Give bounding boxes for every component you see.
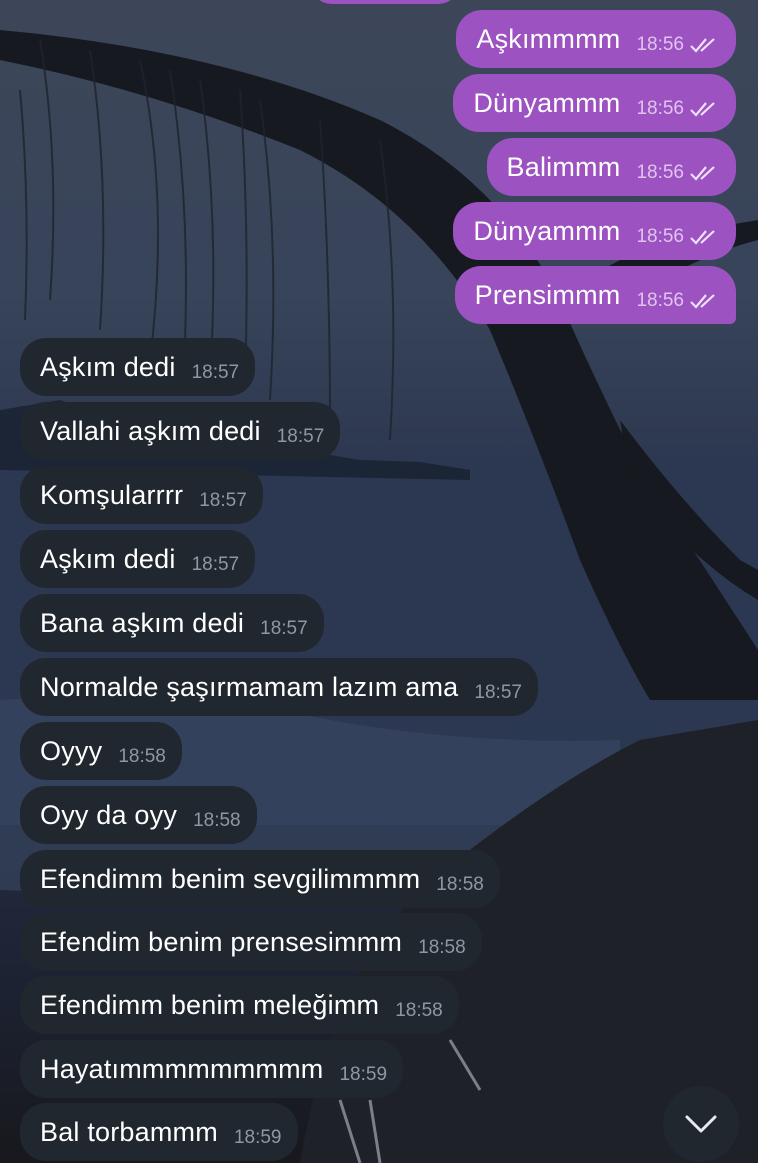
message-text: Hayatımmmmmmmmm bbox=[40, 1053, 324, 1084]
message-time: 18:57 bbox=[260, 618, 308, 639]
message-time: 18:56 bbox=[636, 290, 684, 311]
message-text: Prensimmm bbox=[474, 279, 621, 310]
message-time: 18:58 bbox=[436, 874, 484, 895]
message-text: Bal torbammm bbox=[40, 1116, 218, 1147]
message-time: 18:56 bbox=[636, 98, 684, 119]
incoming-message[interactable] bbox=[20, 338, 255, 396]
message-time: 18:57 bbox=[199, 490, 247, 511]
incoming-message[interactable] bbox=[20, 976, 459, 1034]
message-time: 18:56 bbox=[636, 162, 684, 183]
message-time: 18:56 bbox=[636, 34, 684, 55]
outgoing-message[interactable] bbox=[455, 266, 736, 324]
message-text: Efendim benim prensesimmm bbox=[40, 926, 403, 957]
message-text: Dünyammm bbox=[473, 87, 621, 118]
message-text: Komşularrrr bbox=[40, 479, 184, 510]
message-text: Normalde şaşırmamam lazım ama bbox=[40, 671, 459, 702]
message-time: 18:57 bbox=[191, 554, 240, 575]
message-time: 18:59 bbox=[339, 1064, 388, 1085]
scroll-to-bottom-button[interactable] bbox=[663, 1086, 739, 1162]
incoming-message[interactable] bbox=[20, 850, 500, 908]
message-text: Efendimm benim meleğimm bbox=[40, 989, 380, 1020]
message-text: Bana aşkım dedi bbox=[40, 607, 245, 638]
message-text: Aşkımmmm bbox=[476, 23, 621, 54]
message-text: Balimmm bbox=[506, 151, 621, 182]
double-check-icon bbox=[690, 165, 720, 181]
incoming-message[interactable] bbox=[20, 722, 182, 780]
message-text: Efendimm benim sevgilimmmm bbox=[40, 863, 421, 894]
message-time: 18:57 bbox=[474, 682, 522, 703]
message-text: Aşkım dedi bbox=[40, 351, 176, 382]
message-time: 18:58 bbox=[118, 746, 166, 767]
message-time: 18:58 bbox=[418, 937, 466, 958]
message-time: 18:58 bbox=[193, 810, 241, 831]
message-text: Vallahi aşkım dedi bbox=[40, 415, 261, 446]
message-text: Oyy da oyy bbox=[40, 799, 178, 830]
partial-outgoing-bubble bbox=[310, 0, 460, 4]
incoming-message[interactable] bbox=[20, 913, 482, 971]
outgoing-message[interactable] bbox=[456, 10, 736, 68]
incoming-message[interactable] bbox=[20, 530, 255, 588]
incoming-message[interactable] bbox=[20, 1040, 403, 1098]
message-time: 18:57 bbox=[276, 426, 325, 447]
double-check-icon bbox=[690, 37, 720, 53]
chevron-down-icon bbox=[684, 1114, 718, 1134]
message-text: Oyyy bbox=[40, 735, 103, 766]
outgoing-message[interactable] bbox=[453, 202, 736, 260]
message-time: 18:56 bbox=[636, 226, 684, 247]
message-time: 18:59 bbox=[233, 1127, 282, 1148]
incoming-message[interactable] bbox=[20, 786, 257, 844]
double-check-icon bbox=[690, 101, 720, 117]
incoming-message[interactable] bbox=[20, 658, 538, 716]
incoming-message[interactable] bbox=[20, 466, 263, 524]
incoming-message[interactable] bbox=[20, 402, 340, 460]
outgoing-message[interactable] bbox=[487, 138, 736, 196]
incoming-message[interactable] bbox=[20, 594, 324, 652]
message-time: 18:58 bbox=[395, 1000, 443, 1021]
double-check-icon bbox=[690, 229, 720, 245]
incoming-message[interactable] bbox=[20, 1103, 298, 1161]
message-text: Dünyammm bbox=[473, 215, 621, 246]
message-text: Aşkım dedi bbox=[40, 543, 176, 574]
double-check-icon bbox=[690, 293, 720, 309]
outgoing-message[interactable] bbox=[453, 74, 736, 132]
message-time: 18:57 bbox=[191, 362, 240, 383]
